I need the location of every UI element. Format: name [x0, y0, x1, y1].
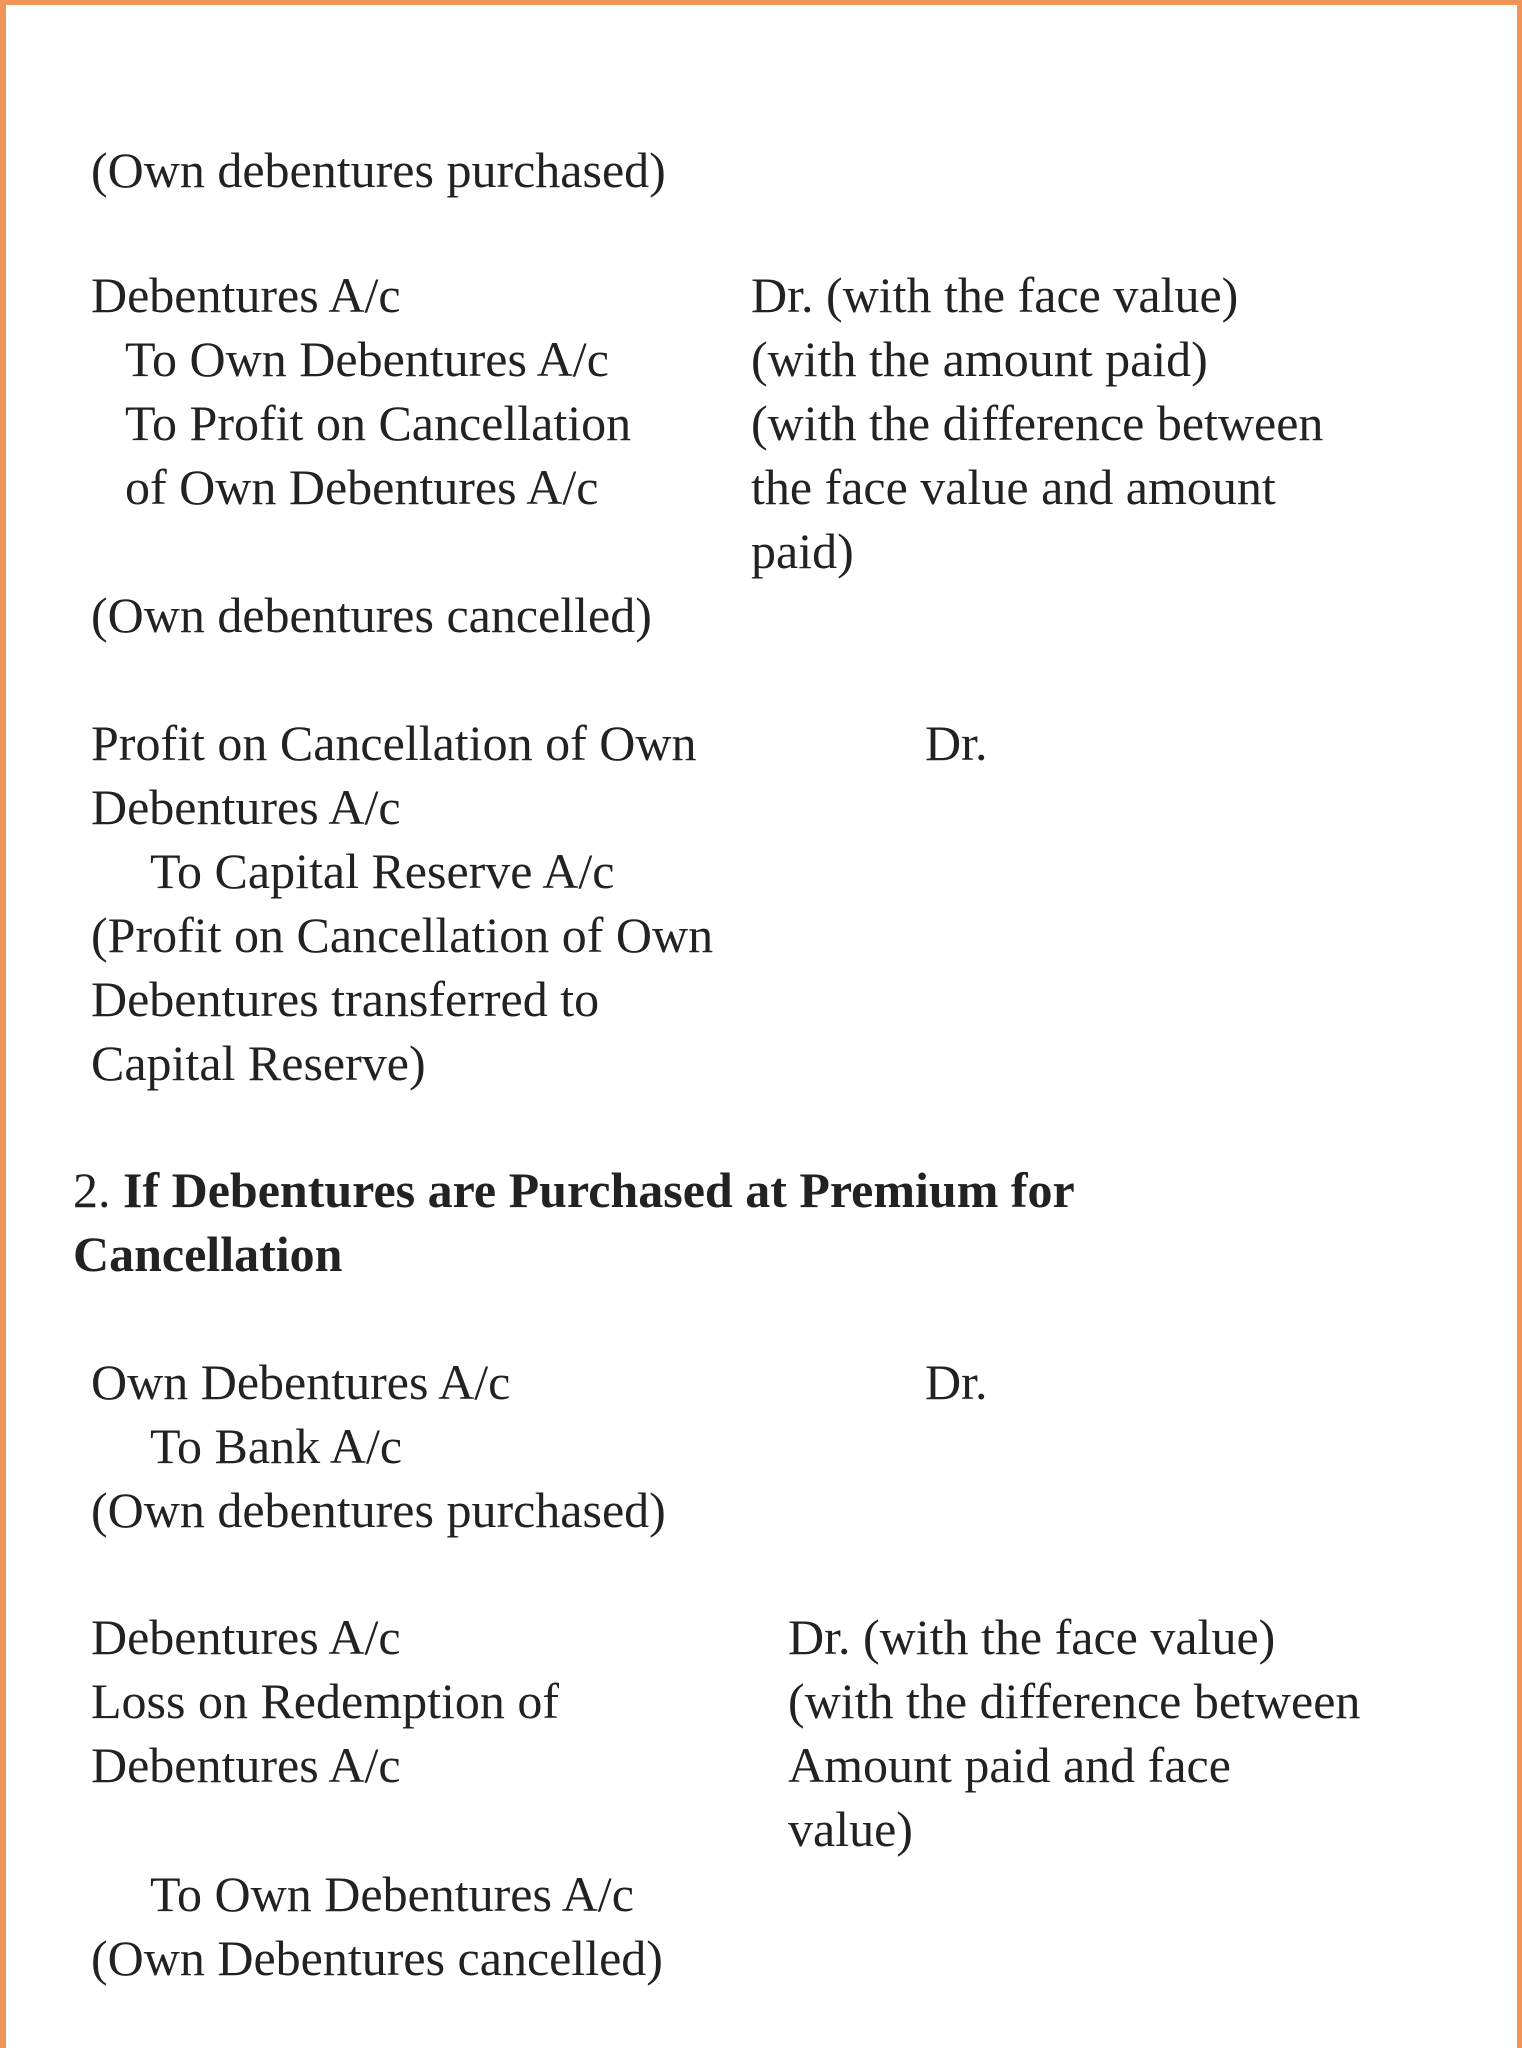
debit-account: Debentures A/c: [91, 267, 401, 323]
heading-text: If Debentures are Purchased at Premium for: [123, 1162, 1075, 1218]
debit-account: Debentures A/c: [91, 1737, 401, 1793]
credit-account: To Own Debentures A/c: [150, 1866, 634, 1922]
narration: (Profit on Cancellation of Own: [91, 907, 714, 963]
debit-account: Profit on Cancellation of Own: [91, 715, 697, 771]
debit-note: (with the difference between: [788, 1673, 1361, 1729]
credit-note: (with the amount paid): [751, 331, 1208, 387]
credit-account: To Capital Reserve A/c: [150, 843, 615, 899]
debit-note: Amount paid and face: [788, 1737, 1231, 1793]
debit-account: Debentures A/c: [91, 1609, 401, 1665]
credit-note: the face value and amount: [751, 459, 1276, 515]
dr-label: Dr.: [925, 1354, 988, 1410]
credit-account: of Own Debentures A/c: [125, 459, 599, 515]
debit-note: Dr. (with the face value): [788, 1609, 1276, 1665]
dr-label: Dr.: [925, 715, 988, 771]
debit-account: Debentures A/c: [91, 779, 401, 835]
narration: Capital Reserve): [91, 1035, 426, 1091]
credit-account: To Own Debentures A/c: [125, 331, 609, 387]
section-heading-cont: [73, 1222, 342, 1286]
debit-account: Own Debentures A/c: [91, 1354, 511, 1410]
credit-account: To Bank A/c: [150, 1418, 403, 1474]
narration-cancelled: (Own debentures cancelled): [91, 587, 652, 643]
credit-note: paid): [751, 523, 854, 579]
narration: Debentures transferred to: [91, 971, 600, 1027]
debit-note: value): [788, 1801, 913, 1857]
credit-account: To Profit on Cancellation: [125, 395, 632, 451]
narration-cancelled: (Own Debentures cancelled): [91, 1930, 663, 1986]
credit-note: (with the difference between: [751, 395, 1324, 451]
debit-note: Dr. (with the face value): [751, 267, 1239, 323]
narration-purchased: (Own debentures purchased): [91, 1482, 666, 1538]
debit-account: Loss on Redemption of: [91, 1673, 560, 1729]
section-heading: [73, 1158, 1075, 1222]
narration-purchased: (Own debentures purchased): [91, 142, 666, 198]
heading-text: Cancellation: [73, 1226, 343, 1282]
section-number: 2.: [73, 1162, 111, 1218]
